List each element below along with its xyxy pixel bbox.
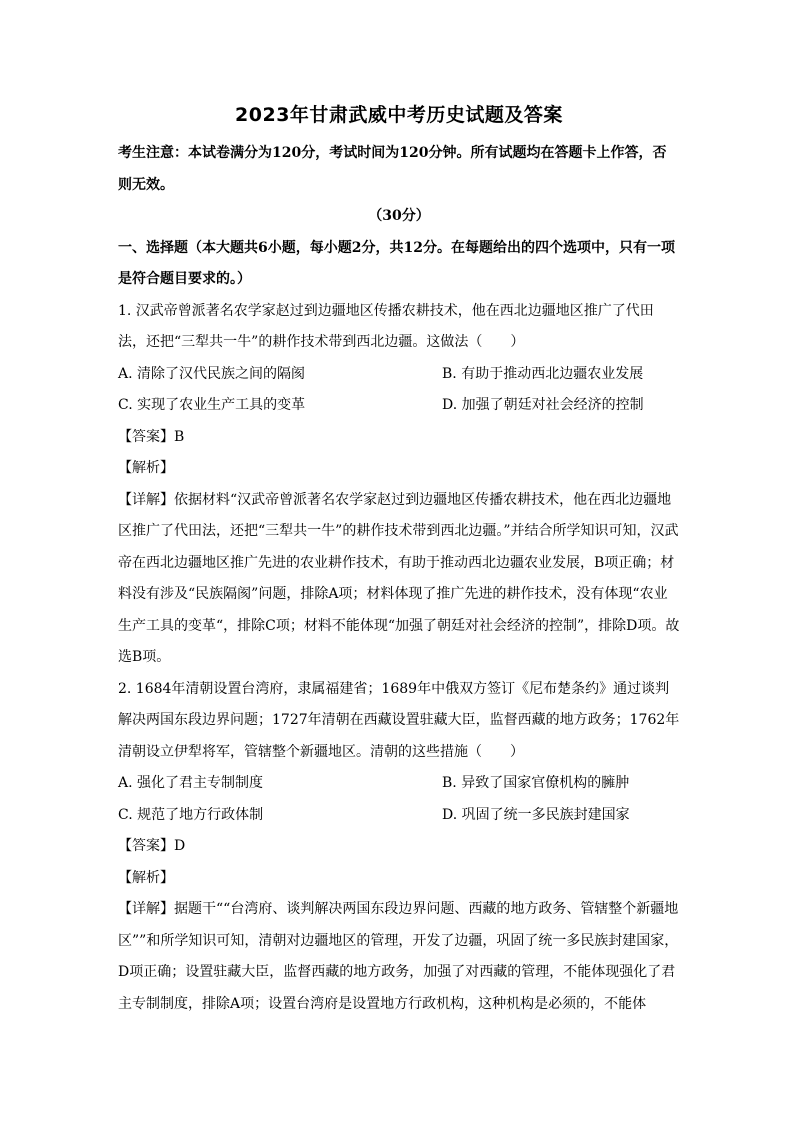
option-c: C. 实现了农业生产工具的变革	[118, 397, 306, 413]
question-1	[118, 296, 680, 674]
exam-page	[118, 100, 680, 1020]
answer-label: 【答案】B	[118, 428, 185, 445]
page-title: 2023年甘肃武威中考历史试题及答案	[235, 104, 563, 126]
option-d: D. 加强了朝廷对社会经济的控制	[442, 397, 644, 413]
option-c: C. 规范了地方行政体制	[118, 806, 264, 823]
option-b: B. 有助于推动西北边疆农业发展	[442, 365, 644, 382]
question-stem: 2. 1684年清朝设置台湾府，隶属福建省；1689年中俄双方签订《尼布楚条约》通过谈判解决两国东段边界问题；1727年清朝在西藏设置驻藏大臣，监督西藏的地方政务；1762年清朝设立伊犁将军，管辖整个新疆地区。清朝的这些措施（ ）	[118, 680, 680, 760]
question-2	[118, 674, 680, 1021]
analysis-label: 【解析】	[118, 869, 174, 886]
exam-notice: 考生注意：本试卷满分为120分，考试时间为120分钟。所有试题均在答题卡上作答，否则无效。	[118, 145, 667, 193]
section-heading: 一、选择题（本大题共6小题，每小题2分，共12分。在每题给出的四个选项中，只有一项是符合题目要求的。）	[118, 239, 675, 287]
option-a: A. 清除了汉代民族之间的隔阂	[118, 365, 306, 382]
option-b: B. 异致了国家官僚机构的臃肿	[442, 775, 630, 791]
option-d: D. 巩固了统一多民族封建国家	[442, 806, 630, 823]
question-stem: 1. 汉武帝曾派著名农学家赵过到边疆地区传播农耕技术，他在西北边疆地区推广了代田法，还把“三犁共一牛”的耕作技术带到西北边疆。这做法（ ）	[118, 302, 654, 350]
option-list	[118, 768, 680, 831]
option-a: A. 强化了君主专制制度	[118, 775, 264, 791]
detail-explanation: 【详解】据题干““台湾府、谈判解决两国东段边界问题、西藏的地方政务、管辖整个新疆地区””和所学知识可知，清朝对边疆地区的管理，开发了边疆，巩固了统一多民族封建国家，D项正确；设置驻藏大臣，监督西藏的地方政务，加强了对西藏的管理，不能体现强化了君主专制制度，排除A项；设置台湾府是设置地方行政机构，这种机构是必须的，不能体	[118, 901, 679, 1012]
option-list	[118, 359, 680, 422]
detail-explanation: 【详解】依据材料“汉武帝曾派著名农学家赵过到边疆地区传播农耕技术，他在西北边疆地区推广了代田法，还把“三犁共一牛”的耕作技术带到西北边疆。”并结合所学知识可知，汉武帝在西北边疆地区推广先进的农业耕作技术，有助于推动西北边疆农业发展，B项正确；材料没有涉及“民族隔阂”问题，排除A项；材料体现了推广先进的耕作技术，没有体现“农业生产工具的变革“，排除C项；材料不能体现“加强了朝廷对社会经济的控制”，排除D项。故选B项。	[118, 491, 680, 665]
analysis-label: 【解析】	[118, 460, 174, 476]
section-score: （30分）	[368, 208, 430, 224]
answer-label: 【答案】D	[118, 838, 186, 854]
